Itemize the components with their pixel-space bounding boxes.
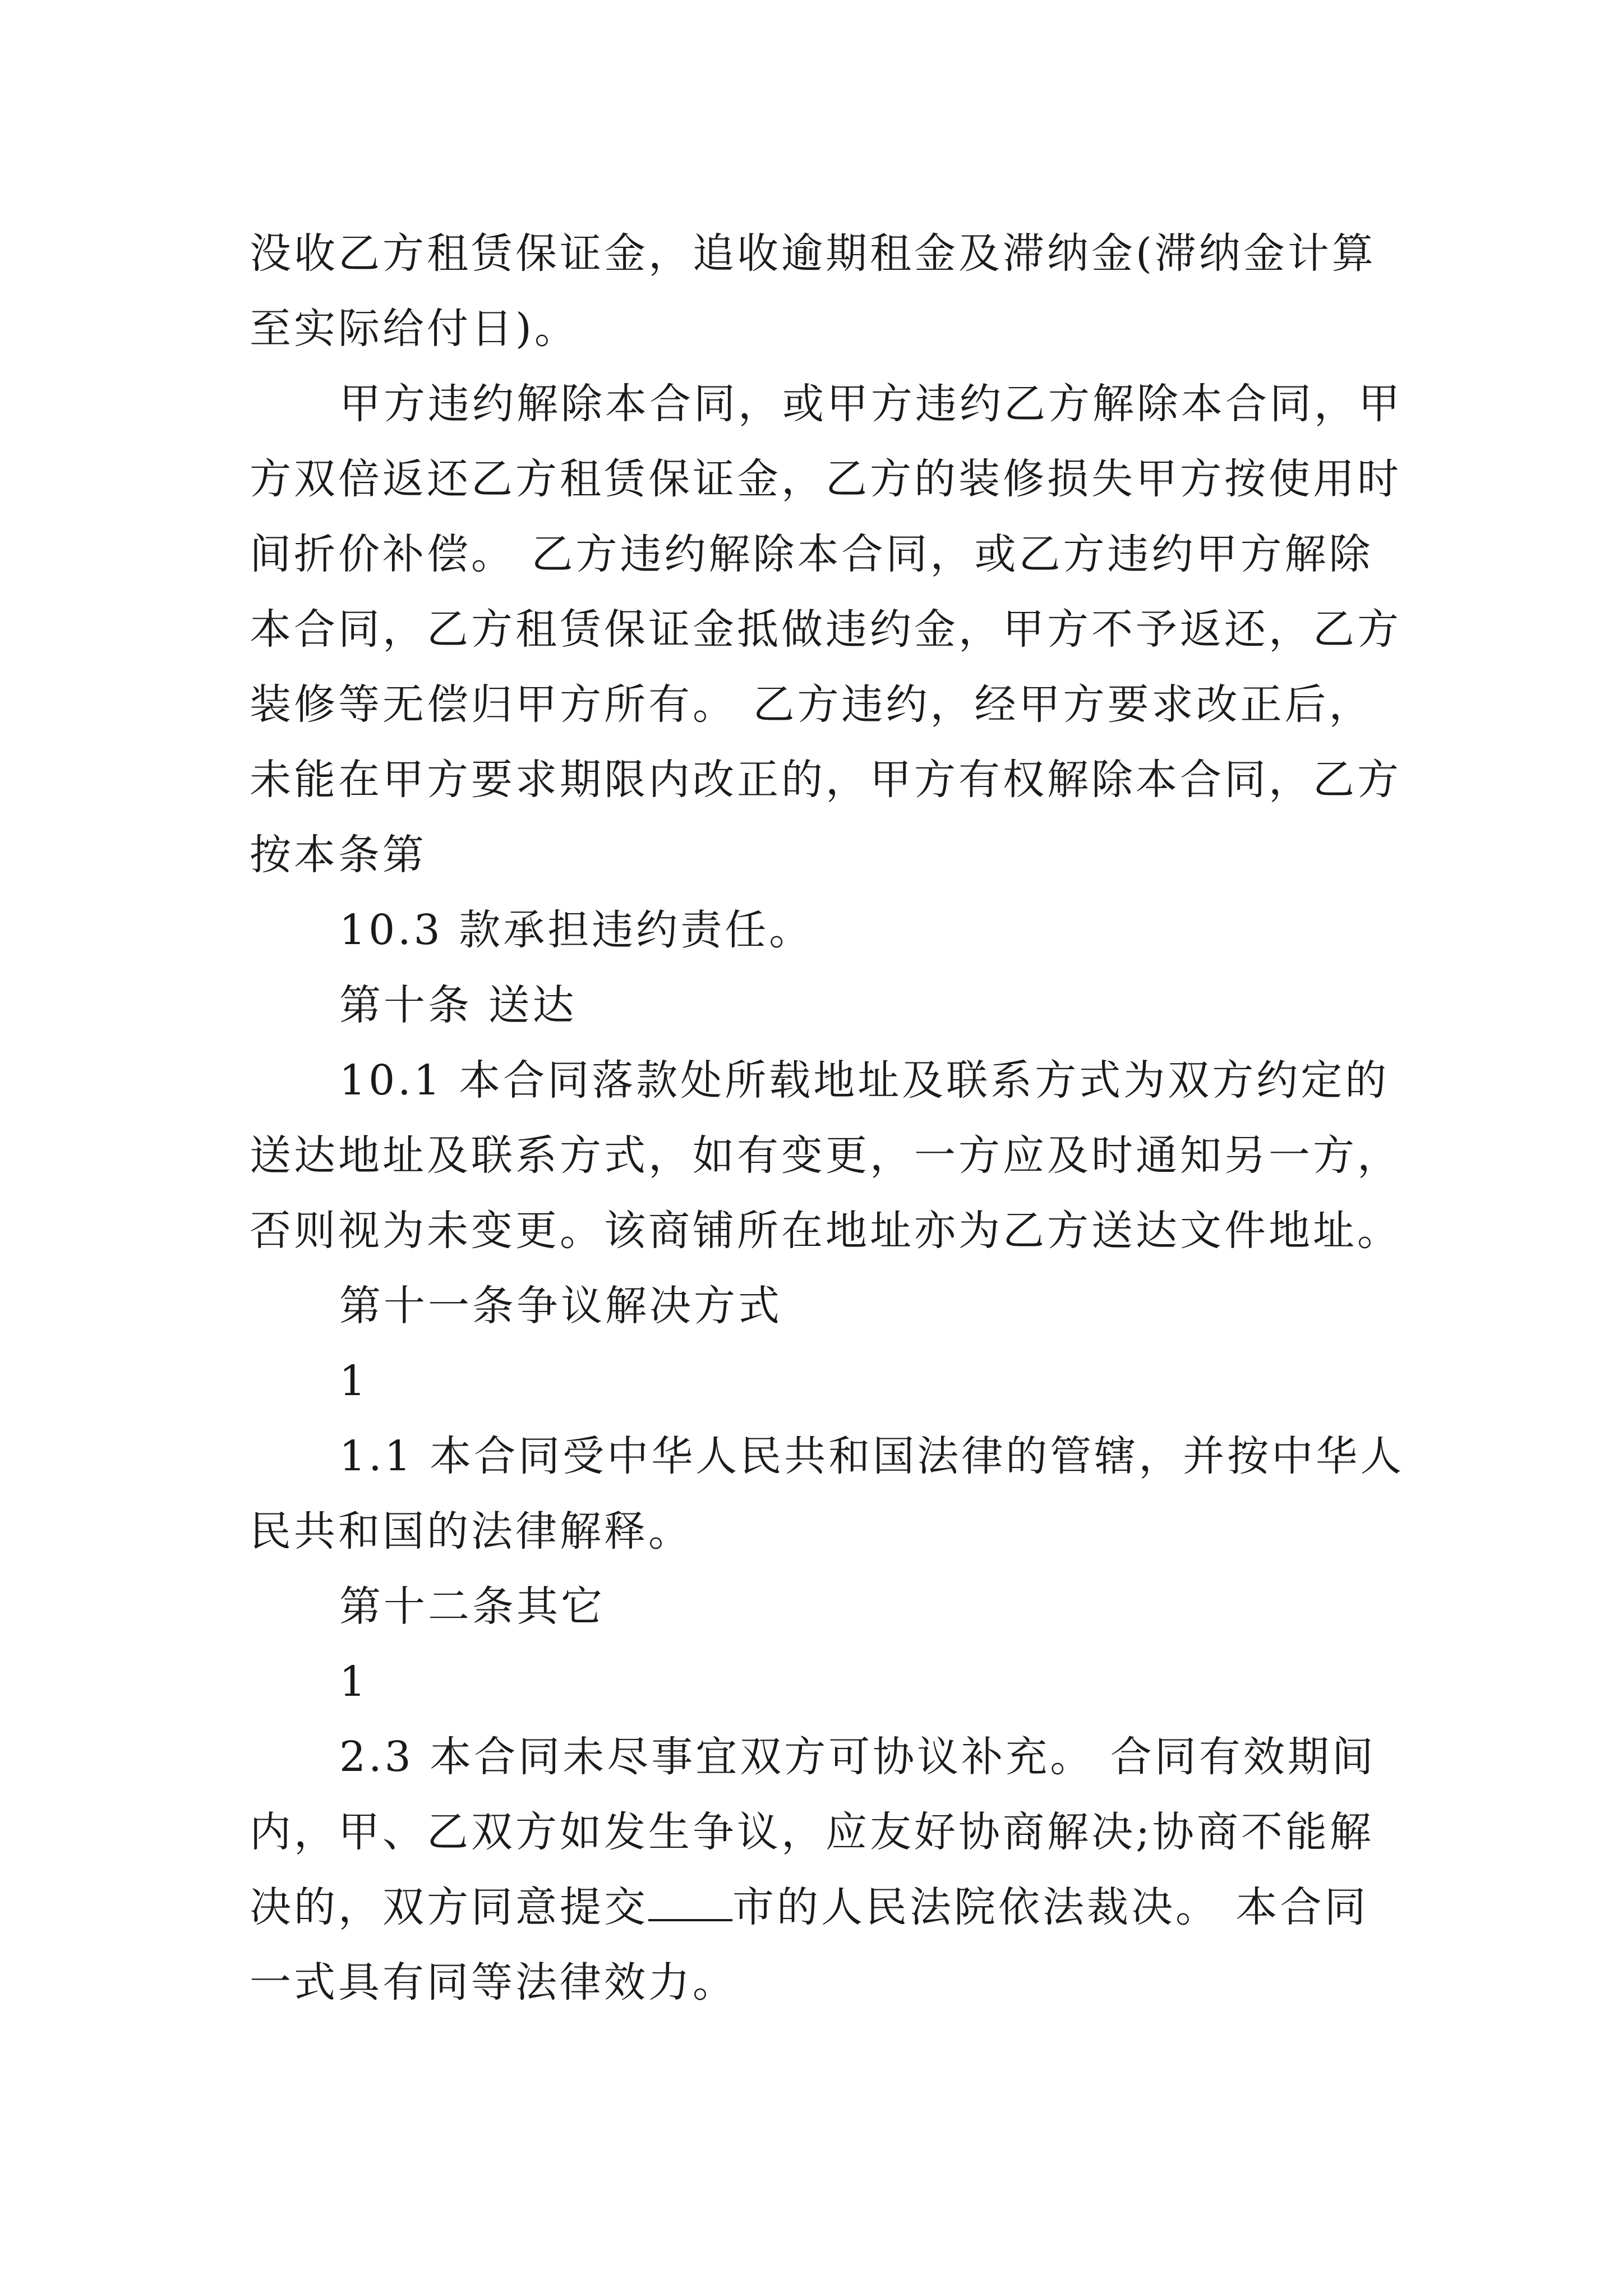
blank-before-text: 决的，双方同意提交	[250, 1883, 648, 1931]
text-line: 1	[339, 1357, 369, 1405]
section-heading: 第十一条争议解决方式	[339, 1282, 782, 1330]
document-body	[250, 216, 1405, 2020]
section-heading: 第十二条其它	[339, 1582, 605, 1631]
text-line: 内，甲、乙双方如发生争议，应友好协商解决;协商不能解	[250, 1808, 1374, 1856]
section-heading: 第十条 送达	[339, 981, 577, 1029]
text-line: 间折价补偿。 乙方违约解除本合同，或乙方违约甲方解除	[250, 530, 1373, 578]
text-line: 1.1 本合同受中华人民共和国法律的管辖，并按中华人	[339, 1432, 1405, 1480]
text-line: 10.3 款承担违约责任。	[339, 906, 814, 954]
text-line: 送达地址及联系方式，如有变更，一方应及时通知另一方，	[250, 1131, 1401, 1180]
text-line: 10.1 本合同落款处所载地址及联系方式为双方约定的	[339, 1056, 1390, 1105]
text-line: 1	[339, 1658, 369, 1706]
text-line: 方双倍返还乙方租赁保证金，乙方的装修损失甲方按使用时	[250, 455, 1401, 503]
text-line: 未能在甲方要求期限内改正的，甲方有权解除本合同，乙方	[250, 756, 1401, 804]
blank-after-text: 市的人民法院依法裁决。 本合同	[732, 1883, 1369, 1931]
text-line: 至实际给付日)。	[250, 305, 579, 353]
text-line: 装修等无偿归甲方所有。 乙方违约，经甲方要求改正后，	[250, 680, 1373, 729]
text-line: 一式具有同等法律效力。	[250, 1958, 737, 2007]
text-line: 按本条第	[250, 831, 427, 879]
fill-in-blank	[648, 1885, 732, 1921]
text-line: 2.3 本合同未尽事宜双方可协议补充。 合同有效期间	[339, 1733, 1376, 1781]
text-line-with-blank	[250, 1870, 1382, 1945]
text-line: 否则视为未变更。该商铺所在地址亦为乙方送达文件地址。	[250, 1207, 1401, 1255]
text-line: 本合同，乙方租赁保证金抵做违约金，甲方不予返还，乙方	[250, 605, 1401, 654]
text-line: 民共和国的法律解释。	[250, 1507, 693, 1556]
text-line: 没收乙方租赁保证金，追收逾期租金及滞纳金(滞纳金计算	[250, 229, 1376, 278]
text-line: 甲方违约解除本合同，或甲方违约乙方解除本合同，甲	[339, 380, 1403, 428]
